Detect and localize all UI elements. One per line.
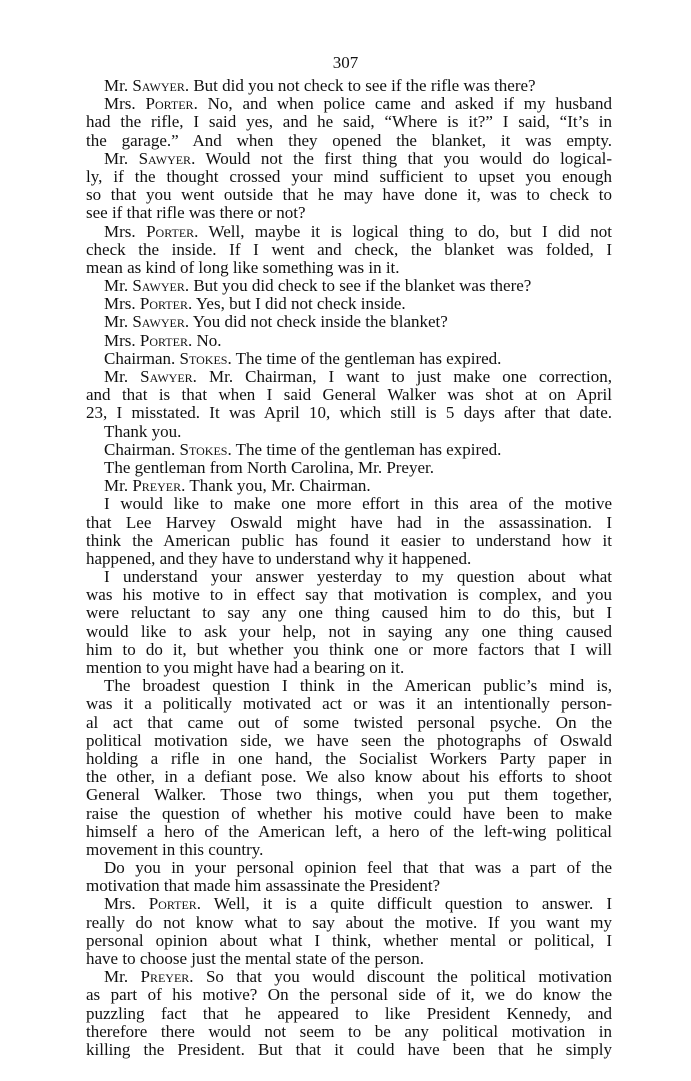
text-line bbox=[86, 968, 612, 986]
line-text: was it a politically motivated act or was it an intentionally person- bbox=[86, 694, 612, 714]
speaker-title: Mr. bbox=[104, 76, 133, 95]
line-text: mention to you might have had a bearing on it. bbox=[86, 658, 405, 677]
line-text: had the rifle, I said yes, and he said, “Where is it?” I said, “It’s in bbox=[86, 112, 612, 132]
text-line bbox=[86, 550, 612, 568]
line-text: would like to ask your help, not in saying any one thing caused bbox=[86, 621, 612, 641]
line-text: General Walker. Those two things, when you put them together, bbox=[86, 785, 612, 805]
text-line bbox=[86, 495, 612, 513]
line-text: happened, and they have to understand why it happened. bbox=[86, 548, 472, 568]
text-line bbox=[86, 186, 612, 204]
text-line bbox=[86, 113, 612, 131]
line-text: so that you went outside that he may have done it, was to check to bbox=[86, 185, 612, 205]
line-text: . Mr. Chairman, I want to just make one correction, bbox=[192, 367, 612, 386]
text-line bbox=[86, 204, 612, 222]
speaker-title: Mr. bbox=[104, 148, 139, 168]
text-line bbox=[86, 750, 612, 768]
speaker-name: Stokes bbox=[179, 439, 228, 459]
line-text: and that is that when I said General Walker was shot at on April bbox=[86, 385, 612, 405]
speaker-name: Preyer bbox=[140, 967, 190, 987]
transcript-body bbox=[86, 77, 612, 1059]
speaker-name: Porter bbox=[148, 894, 197, 914]
speaker-name: Porter bbox=[139, 294, 188, 314]
line-text: . Would not the first thing that you would do logical- bbox=[191, 148, 612, 168]
speaker-name: Porter bbox=[145, 94, 194, 114]
line-text: personal opinion about what I think, whether mental or political, I bbox=[86, 930, 612, 950]
text-line bbox=[86, 386, 612, 404]
line-text: Do you in your personal opinion feel that that was a part of the bbox=[104, 858, 612, 878]
text-line bbox=[86, 313, 612, 331]
page-number: 307 bbox=[332, 53, 359, 72]
speaker-name: Sawyer bbox=[132, 276, 185, 296]
text-line bbox=[86, 150, 612, 168]
text-line bbox=[86, 695, 612, 713]
line-text: I understand your answer yesterday to my question about what bbox=[104, 567, 612, 587]
speaker-name: Porter bbox=[146, 221, 195, 241]
text-line bbox=[86, 932, 612, 950]
line-text: himself a hero of the American left, a hero of the left-wing political bbox=[86, 821, 612, 841]
line-text: The gentleman from North Carolina, Mr. Preyer. bbox=[104, 457, 434, 477]
text-line bbox=[86, 623, 612, 641]
line-text: The broadest question I think in the American public’s mind is, bbox=[104, 676, 612, 696]
line-text: Thank you. bbox=[104, 421, 182, 441]
text-line bbox=[86, 295, 612, 313]
line-text: have to choose just the mental state of the person. bbox=[86, 949, 425, 968]
text-line bbox=[86, 350, 612, 368]
line-text: . But you did check to see if the blanket was there? bbox=[184, 276, 532, 296]
line-text: movement in this country. bbox=[86, 839, 264, 859]
text-line bbox=[86, 514, 612, 532]
text-line bbox=[86, 950, 612, 968]
speaker-title: Mr. bbox=[104, 967, 141, 987]
text-line bbox=[86, 586, 612, 604]
line-text: mean as kind of long like something was in it. bbox=[86, 257, 400, 277]
text-line bbox=[86, 368, 612, 386]
line-text: killing the President. But that it could have been that he simply bbox=[86, 1039, 612, 1059]
text-line bbox=[86, 895, 612, 913]
line-text: political motivation side, we have seen the photographs of Oswald bbox=[86, 730, 612, 750]
speaker-name: Porter bbox=[139, 330, 188, 350]
line-text: . But did you not check to see if the rifle was there? bbox=[184, 76, 536, 95]
line-text: . The time of the gentleman has expired. bbox=[227, 439, 502, 459]
speaker-name: Sawyer bbox=[132, 76, 185, 95]
speaker-name: Sawyer bbox=[132, 312, 185, 332]
text-line bbox=[86, 241, 612, 259]
line-text: was his motive to in effect say that motivation is complex, and you bbox=[86, 585, 612, 605]
speaker-title: Mr. bbox=[104, 276, 133, 296]
line-text: holding a rifle in one hand, the Socialist Workers Party paper in bbox=[86, 748, 612, 768]
text-line bbox=[86, 986, 612, 1004]
line-text: . No. bbox=[187, 330, 222, 350]
line-text: motivation that made him assassinate the President? bbox=[86, 876, 441, 896]
speaker-title: Mr. bbox=[104, 312, 133, 332]
line-text: check the inside. If I went and check, the blanket was folded, I bbox=[86, 239, 612, 259]
speaker-title: Mrs. bbox=[104, 894, 149, 914]
text-line bbox=[86, 404, 612, 422]
line-text: . So that you would discount the political motivation bbox=[189, 967, 612, 987]
speaker-title: Mrs. bbox=[104, 221, 147, 241]
line-text: . Well, it is a quite difficult question to answer. I bbox=[196, 894, 612, 914]
line-text: the other, in a defiant pose. We also know about his efforts to shoot bbox=[86, 767, 612, 787]
line-text: were reluctant to say any one thing caused him to do this, but I bbox=[86, 603, 612, 623]
line-text: ly, if the thought crossed your mind sufficient to upset you enough bbox=[86, 166, 612, 186]
text-line bbox=[86, 841, 612, 859]
text-line bbox=[86, 477, 612, 495]
text-line bbox=[86, 1041, 612, 1059]
line-text: think the American public has found it easier to understand how it bbox=[86, 530, 612, 550]
line-text: 23, I misstated. It was April 10, which still is 5 days after that date. bbox=[86, 403, 612, 423]
text-line bbox=[86, 332, 612, 350]
line-text: . Yes, but I did not check inside. bbox=[187, 294, 406, 314]
text-line bbox=[86, 168, 612, 186]
line-text: . Well, maybe it is logical thing to do, but I did not bbox=[194, 221, 612, 241]
speaker-title: Mr. bbox=[104, 367, 141, 386]
text-line bbox=[86, 859, 612, 877]
line-text: . Thank you, Mr. Chairman. bbox=[181, 476, 371, 496]
line-text: al act that came out of some twisted personal psyche. On the bbox=[86, 712, 612, 732]
text-line bbox=[86, 659, 612, 677]
speaker-title: Chairman. bbox=[104, 439, 180, 459]
line-text: as part of his motive? On the personal side of it, we do know the bbox=[86, 985, 612, 1005]
text-line bbox=[86, 823, 612, 841]
speaker-name: Preyer bbox=[132, 476, 182, 496]
line-text: really do not know what to say about the motive. If you want my bbox=[86, 912, 612, 932]
line-text: him to do it, but whether you think one or more factors that I will bbox=[86, 639, 612, 659]
line-text: puzzling fact that he appeared to like President Kennedy, and bbox=[86, 1003, 612, 1023]
text-line bbox=[86, 641, 612, 659]
speaker-name: Sawyer bbox=[138, 148, 192, 168]
text-line bbox=[86, 441, 612, 459]
text-line bbox=[86, 223, 612, 241]
text-line bbox=[86, 568, 612, 586]
speaker-title: Chairman. bbox=[104, 348, 180, 368]
text-line bbox=[86, 786, 612, 804]
text-line bbox=[86, 423, 612, 441]
text-line bbox=[86, 914, 612, 932]
speaker-name: Sawyer bbox=[140, 367, 193, 386]
line-text: . You did not check inside the blanket? bbox=[184, 312, 448, 332]
text-line bbox=[86, 77, 612, 95]
text-line bbox=[86, 132, 612, 150]
text-line bbox=[86, 1023, 612, 1041]
line-text: I would like to make one more effort in this area of the motive bbox=[104, 494, 612, 514]
speaker-title: Mrs. bbox=[104, 330, 140, 350]
speaker-title: Mrs. bbox=[104, 294, 140, 314]
text-line bbox=[86, 604, 612, 622]
text-line bbox=[86, 805, 612, 823]
text-line bbox=[86, 277, 612, 295]
line-text: . No, and when police came and asked if my husband bbox=[193, 94, 612, 114]
line-text: see if that rifle was there or not? bbox=[86, 203, 306, 223]
speaker-title: Mrs. bbox=[104, 94, 146, 114]
line-text: therefore there would not seem to be any political motivation in bbox=[86, 1021, 612, 1041]
text-line bbox=[86, 677, 612, 695]
text-line bbox=[86, 459, 612, 477]
text-line bbox=[86, 1005, 612, 1023]
speaker-title: Mr. bbox=[104, 476, 133, 496]
line-text: that Lee Harvey Oswald might have had in the assassination. I bbox=[86, 512, 612, 532]
text-line bbox=[86, 259, 612, 277]
text-line bbox=[86, 768, 612, 786]
text-line bbox=[86, 732, 612, 750]
text-line bbox=[86, 877, 612, 895]
text-line bbox=[86, 95, 612, 113]
line-text: raise the question of whether his motive could have been to make bbox=[86, 803, 612, 823]
speaker-name: Stokes bbox=[179, 348, 228, 368]
line-text: the garage.” And when they opened the blanket, it was empty. bbox=[86, 130, 612, 150]
line-text: . The time of the gentleman has expired. bbox=[227, 348, 502, 368]
text-line bbox=[86, 714, 612, 732]
text-line bbox=[86, 532, 612, 550]
